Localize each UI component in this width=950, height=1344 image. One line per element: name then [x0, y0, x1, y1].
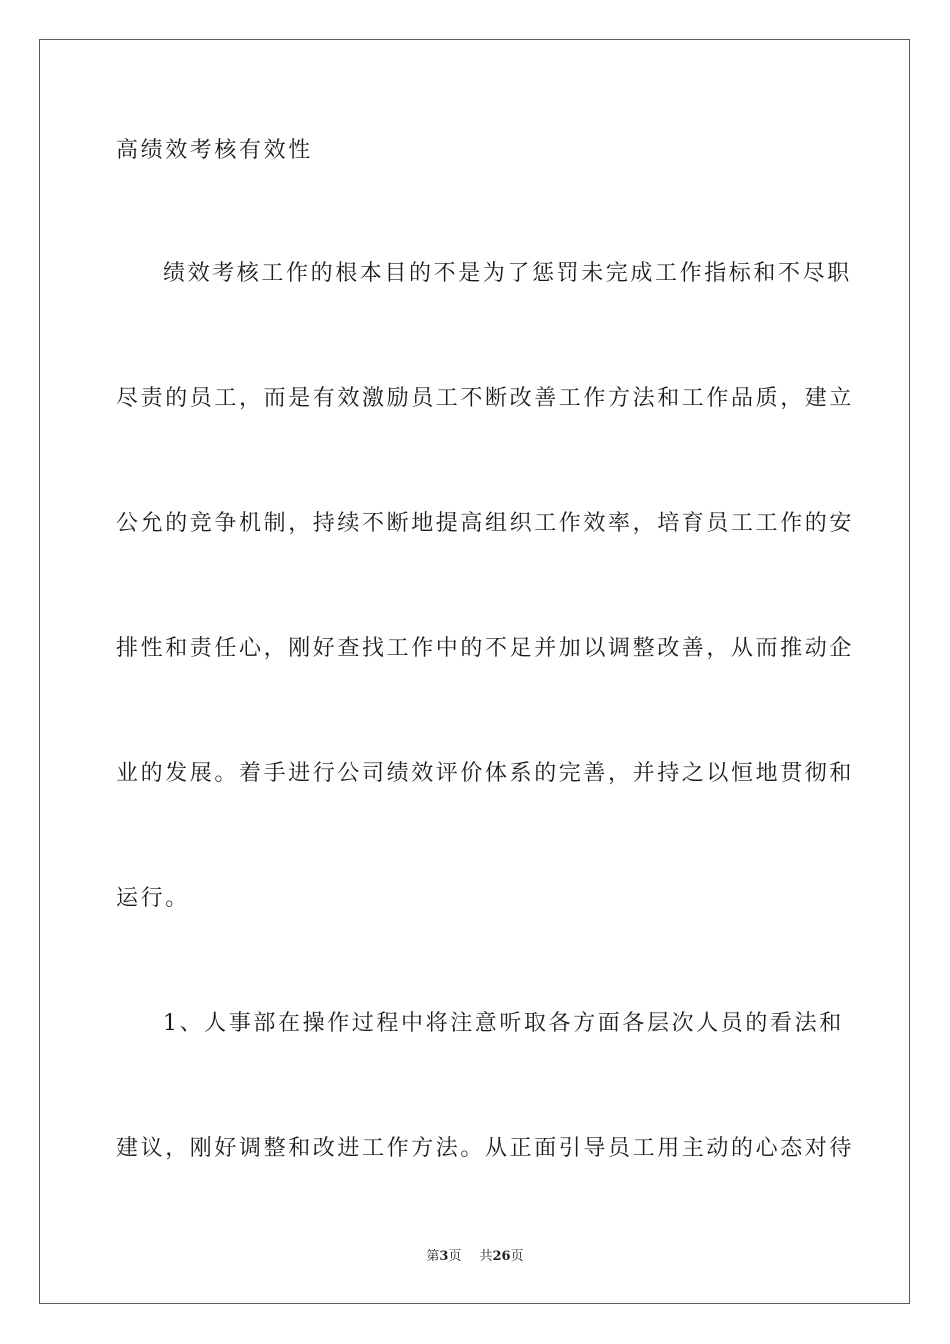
paragraph-line: 运行。 [116, 886, 190, 911]
paragraph-line: 1、人事部在操作过程中将注意听取各方面各层次人员的看法和 [163, 1011, 844, 1036]
paragraph-line: 业的发展。着手进行公司绩效评价体系的完善，并持之以恒地贯彻和 [116, 761, 855, 786]
page-suffix: 页 [448, 1249, 462, 1264]
total-prefix: 共 [479, 1249, 493, 1264]
paragraph-line: 排性和责任心，刚好查找工作中的不足并加以调整改善，从而推动企 [116, 636, 855, 661]
paragraph-line: 公允的竞争机制，持续不断地提高组织工作效率，培育员工工作的安 [116, 511, 855, 536]
page-frame [39, 39, 910, 1304]
page-prefix: 第 [426, 1249, 440, 1264]
paragraph-line: 绩效考核工作的根本目的不是为了惩罚未完成工作指标和不尽职 [163, 261, 852, 286]
page-footer [0, 1248, 950, 1266]
page-number: 3 [439, 1249, 449, 1264]
paragraph-line: 建议，刚好调整和改进工作方法。从正面引导员工用主动的心态对待 [116, 1136, 855, 1161]
heading-line: 高绩效考核有效性 [116, 138, 313, 163]
total-suffix: 页 [510, 1249, 524, 1264]
paragraph-line: 尽责的员工，而是有效激励员工不断改善工作方法和工作品质，建立 [116, 386, 855, 411]
total-pages: 26 [492, 1249, 511, 1264]
